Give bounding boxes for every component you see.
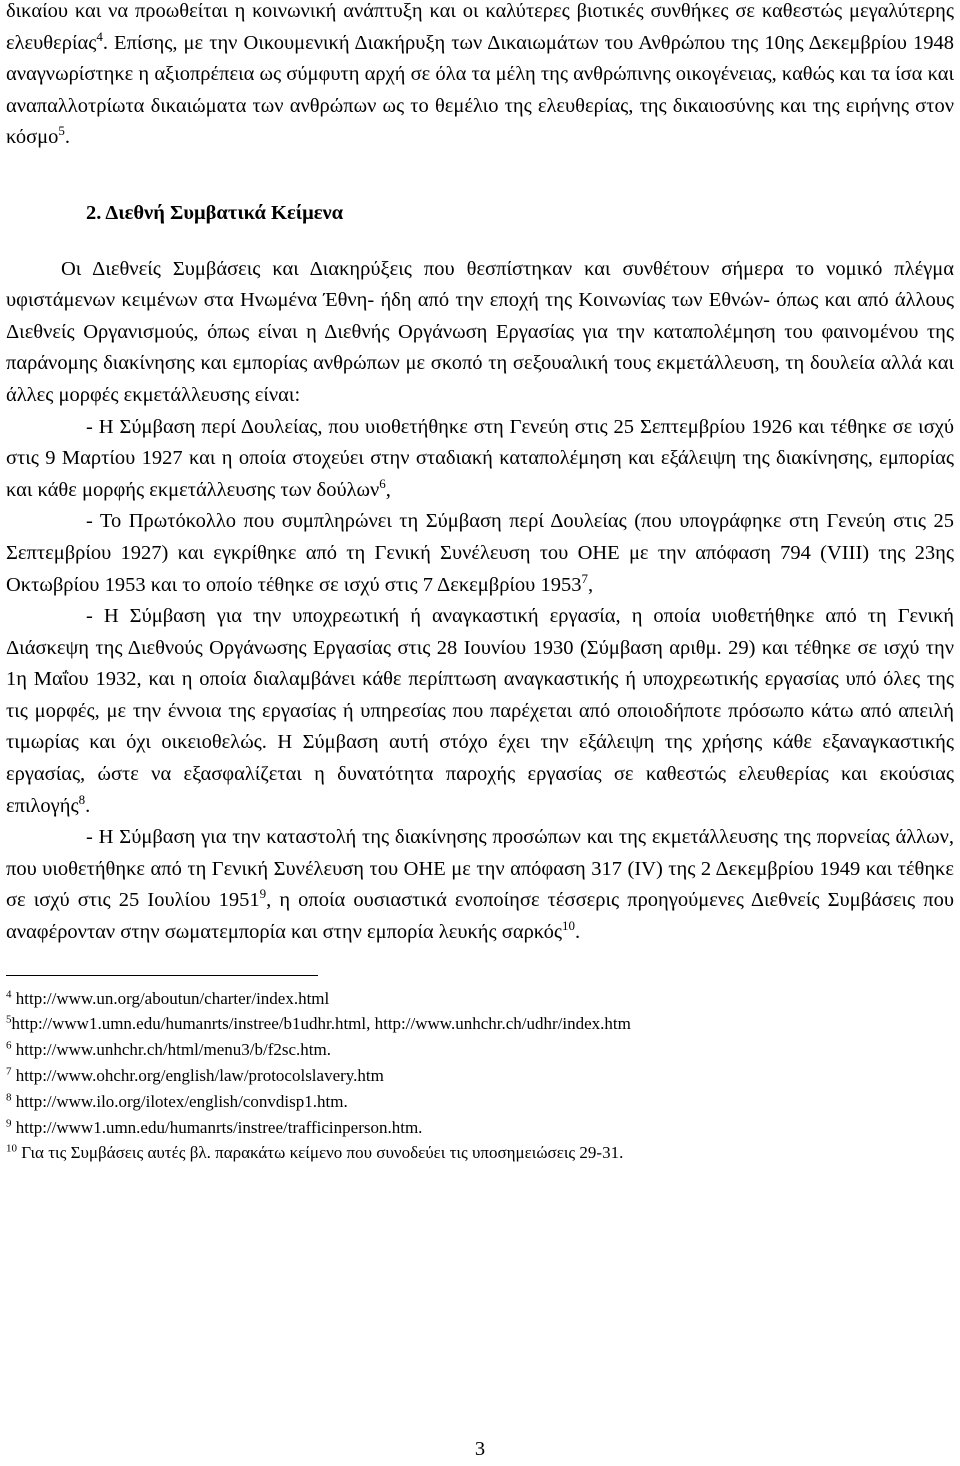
footnote-link[interactable]: http://www.unhchr.ch/html/menu3/b/f2sc.htm. [11, 1040, 332, 1060]
document-page [6, 0, 954, 1166]
item2-text-2: , [587, 573, 594, 596]
footnote-number: 4 [6, 987, 12, 1000]
footnote-number: 6 [6, 1039, 12, 1052]
footnote-ref-5[interactable]: 5 [58, 123, 65, 139]
footnote-ref-4[interactable]: 4 [96, 28, 103, 44]
footnote-link[interactable]: http://www.un.org/aboutun/charter/index.html [11, 988, 330, 1008]
footnote-text: Για τις Συμβάσεις αυτές βλ. παρακάτω κείμενο που συνοδεύει τις υποσημειώσεις 29-31. [17, 1143, 624, 1163]
footnote-number: 9 [6, 1116, 12, 1129]
item4-text-3: . [575, 921, 581, 944]
intro-text-3: . [64, 126, 71, 149]
footnote-number: 8 [6, 1091, 12, 1104]
footnote-item [6, 1037, 954, 1063]
footnote-link[interactable]: http://www1.umn.edu/humanrts/instree/trafficinperson.htm. [11, 1117, 423, 1137]
list-item-forced-labour-convention [6, 601, 954, 822]
footnote-number: 5 [6, 1013, 12, 1026]
section-heading: 2. Διεθνή Συμβατικά Κείμενα [86, 201, 344, 224]
list-item-slavery-protocol [6, 506, 954, 601]
footnote-item [6, 1011, 954, 1037]
intro-text-1: δικαίου και να προωθείται η κοινωνική ανάπτυξη και οι καλύτερες βιοτικές συνθήκες σε καθεστώς μεγαλύτερης ελευθερίας [6, 0, 954, 54]
footnote-item [6, 1140, 954, 1166]
list-item-slavery-convention [6, 412, 954, 507]
footnote-item [6, 1063, 954, 1089]
item1-text-1: - Η Σύμβαση περί Δουλείας, που υιοθετήθηκε στη Γενεύη στις 25 Σεπτεμβρίου 1926 και τέθηκε σε ισχύ στις 9 Μαρτίου 1927 και η οποία στοχεύει στην σταδιακή καταπολέμηση και εξάλειψη της διακίνησης, εμπορίας και κάθε μορφής εκμετάλλευσης των δούλων [6, 415, 954, 501]
item3-text-2: . [85, 794, 91, 817]
footnote-link[interactable]: http://www1.umn.edu/humanrts/instree/b1udhr.html, http://www.unhchr.ch/udhr/index.htm [11, 1014, 631, 1034]
item2-text-1: - Το Πρωτόκολλο που συμπληρώνει τη Σύμβαση περί Δουλείας (που υπογράφηκε στη Γενεύη στις 25 Σεπτεμβρίου 1927) και εγκρίθηκε από τη Γενική Συνέλευση του ΟΗΕ με την απόφαση 794 (VIII) της 23ης Οκτωβρίου 1953 και το οποίο τέθηκε σε ισχύ στις 7 Δεκεμβρίου 1953 [6, 510, 954, 596]
footnote-ref-7[interactable]: 7 [581, 570, 588, 586]
footnote-ref-8[interactable]: 8 [78, 791, 86, 807]
lead-paragraph: Οι Διεθνείς Συμβάσεις και Διακηρύξεις που θεσπίστηκαν και συνθέτουν σήμερα το νομικό πλέγμα υφιστάμενων κειμένων στα Ηνωμένα Έθνη- ήδη από την εποχή της Κοινωνίας των Εθνών- όπως και από άλλους Διεθνείς Οργανισμούς, όπως είναι η Διεθνής Οργάνωση Εργασίας για την καταπολέμηση του φαινομένου της παράνομης διακίνησης και εμπορίας ανθρώπων με σκοπό τη σεξουαλική τους εκμετάλλευση, τη δουλεία αλλά και άλλες μορφές εκμετάλλευσης είναι: [6, 257, 954, 406]
footnote-link[interactable]: http://www.ilo.org/ilotex/english/convdisp1.htm. [11, 1091, 348, 1111]
footnote-separator [6, 975, 318, 976]
footnote-item [6, 986, 954, 1012]
footnote-link[interactable]: http://www.ohchr.org/english/law/protocolslavery.htm [11, 1066, 384, 1086]
item1-text-2: , [385, 478, 391, 501]
footnote-number: 10 [6, 1142, 17, 1155]
footnote-item [6, 1115, 954, 1141]
footnote-number: 7 [6, 1065, 12, 1078]
page-number: 3 [474, 1438, 486, 1460]
item4-text-1: - Η Σύμβαση για την καταστολή της διακίνησης προσώπων και της εκμετάλλευσης της πορνείας άλλων, που υιοθετήθηκε από τη Γενική Συνέλευση του ΟΗΕ με την απόφαση 317 (IV) της 2 Δεκεμβρίου 1949 και τέθηκε σε ισχύ στις 25 Ιουλίου 1951 [6, 826, 954, 912]
intro-text-2: . Επίσης, με την Οικουμενική Διακήρυξη των Δικαιωμάτων του Ανθρώπου της 10ης Δεκεμβρίου 1948 αναγνωρίστηκε η αξιοπρέπεια ως σύμφυτη αρχή σε όλα τα μέλη της ανθρώπινης οικογένειας, καθώς και τα ίσα και αναπαλλοτρίωτα δικαιώματα των ανθρώπων ως το θεμέλιο της ελευθερίας, της δικαιοσύνης και της ειρήνης στον κόσμο [6, 31, 954, 149]
item4-text-2: , η οποία ουσιαστικά ενοποίησε τέσσερις προηγούμενες Διεθνείς Συμβάσεις που αναφέρονταν στην σωματεμπορία και στην εμπορία λευκής σαρκός [6, 889, 954, 944]
footnote-ref-9[interactable]: 9 [259, 886, 267, 902]
item3-text-1: - Η Σύμβαση για την υποχρεωτική ή αναγκαστική εργασία, η οποία υιοθετήθηκε από τη Γενική Διάσκεψη της Διεθνούς Οργάνωσης Εργασίας στις 28 Ιουνίου 1930 (Σύμβαση αριθμ. 29) και τέθηκε σε ισχύ την 1η Μαΐου 1932, και η οποία διαλαμβάνει κάθε περίπτωση αναγκαστικής ή υποχρεωτικής εργασίας υπό όλες της τις μορφές, με την έννοια της εργασίας ή υπηρεσίας που παρέχεται από οποιοδήποτε πρόσωπο κάτω από απειλή τιμωρίας και όχι οικειοθελώς. Η Σύμβαση αυτή στόχο έχει την εξάλειψη της χρήσης κάθε εξαναγκαστικής εργασίας, ώστε να εξασφαλίζεται η δυνατότητα παροχής εργασίας σε καθεστώς ελευθερίας και εκούσιας επιλογής [6, 605, 954, 817]
footnote-ref-6[interactable]: 6 [379, 475, 386, 491]
footnotes [6, 986, 954, 1167]
list-item-trafficking-convention [6, 822, 954, 948]
footnote-item [6, 1089, 954, 1115]
footnote-ref-10[interactable]: 10 [562, 918, 576, 934]
intro-paragraph [6, 0, 954, 154]
